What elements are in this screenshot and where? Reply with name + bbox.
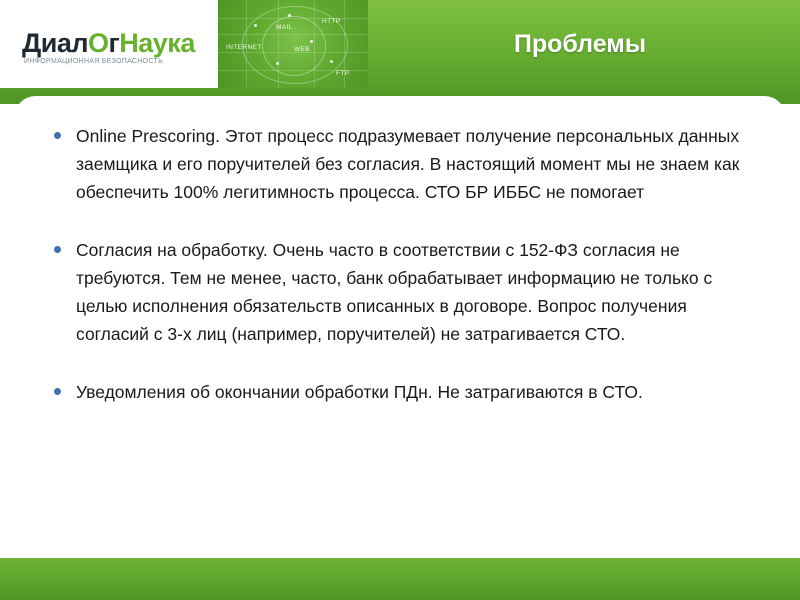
bullet-icon (54, 246, 61, 253)
globe-network-graphic (218, 0, 368, 88)
footer-band (0, 558, 800, 600)
network-label-web: WEB (294, 46, 311, 53)
list-item (48, 236, 754, 348)
list-item-text: Уведомления об окончании обработки ПДн. Не затрагиваются в СТО. (76, 382, 643, 402)
network-label-mail: MAIL (276, 24, 293, 31)
logo-text-g: г (108, 27, 120, 58)
logo-text-nauka: Наука (119, 27, 195, 58)
logo-text-dial: Диал (22, 27, 89, 58)
network-label-internet: INTERNET (226, 44, 262, 51)
bullet-icon (54, 132, 61, 139)
logo (22, 26, 202, 60)
list-item (48, 378, 754, 406)
bullet-icon (54, 388, 61, 395)
content-panel (14, 96, 786, 558)
network-label-http: HTTP (322, 18, 341, 25)
bullet-list (48, 122, 754, 406)
list-item-text: Согласия на обработку. Очень часто в соответствии с 152-ФЗ согласия не требуются. Тем не менее, часто, банк обрабатывает информацию не только с целью исполнения обязательств описанных в договоре. Вопрос получения согласий с 3-х лиц (например, поручителей) не затрагивается СТО. (76, 240, 713, 344)
list-item-text: Online Prescoring. Этот процесс подразумевает получение персональных данных заемщика и его поручителей без согласия. В настоящий момент мы не знаем как обеспечить 100% легитимность процесса. СТО БР ИББС не помогает (76, 126, 740, 202)
logo-plate (0, 0, 218, 88)
page-title: Проблемы (513, 30, 647, 58)
list-item (48, 122, 754, 206)
logo-text-o: О (88, 27, 109, 58)
logo-tagline: ИНФОРМАЦИОННАЯ БЕЗОПАСНОСТЬ (24, 58, 163, 65)
network-label-ftp: FTP (336, 70, 350, 77)
